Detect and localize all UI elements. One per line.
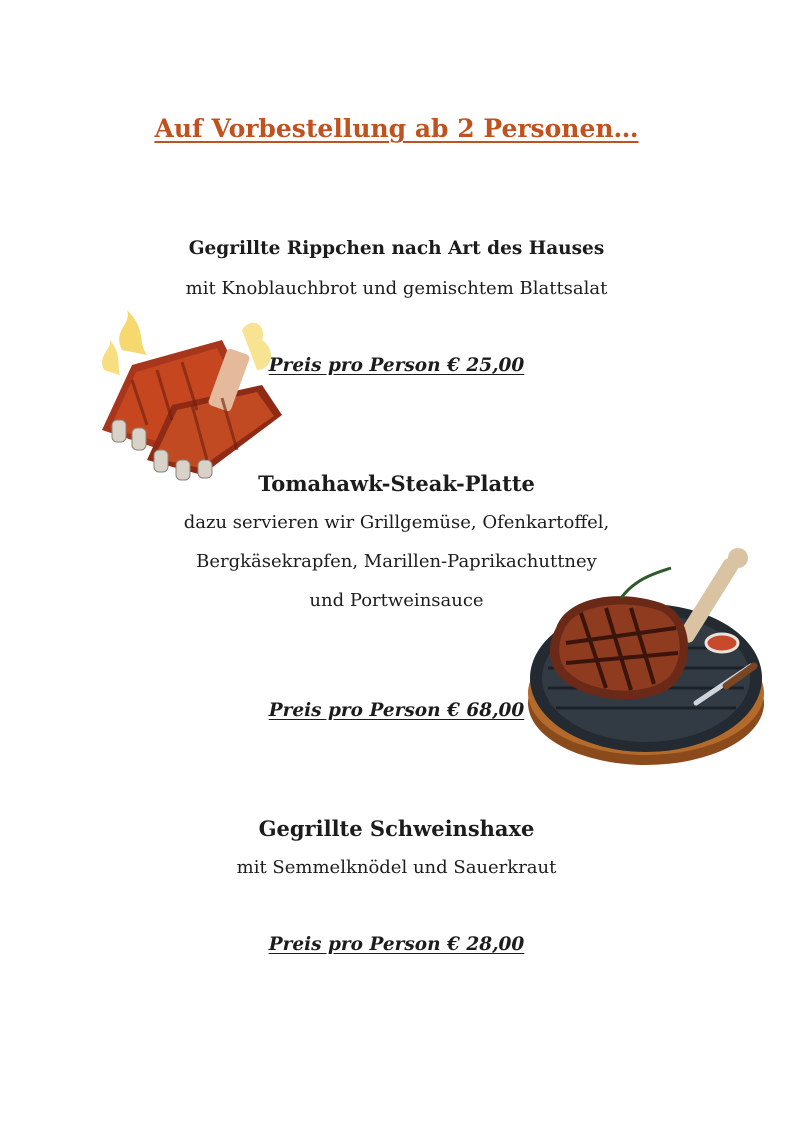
dish-description-schweinshaxe: mit Semmelknödel und Sauerkraut xyxy=(236,857,557,878)
ribs-illustration xyxy=(92,310,288,482)
dish-title-tomahawk: Tomahawk-Steak-Platte xyxy=(258,471,535,496)
dish-description-ribs: mit Knoblauchbrot und gemischtem Blattsalat xyxy=(185,278,608,299)
dish-title-ribs: Gegrillte Rippchen nach Art des Hauses xyxy=(188,238,605,259)
price-schweinshaxe: Preis pro Person € 28,00 xyxy=(268,934,525,955)
dish-description-line-1: dazu servieren wir Grillgemüse, Ofenkartoffel, xyxy=(183,512,610,533)
dish-description-line-3: und Portweinsauce xyxy=(309,590,484,611)
page-heading: Auf Vorbestellung ab 2 Personen… xyxy=(154,114,639,143)
tomahawk-steak-illustration xyxy=(526,538,772,772)
price-ribs: Preis pro Person € 25,00 xyxy=(268,355,525,376)
price-tomahawk: Preis pro Person € 68,00 xyxy=(268,700,525,721)
dish-title-schweinshaxe: Gegrillte Schweinshaxe xyxy=(258,816,535,841)
dish-description-line-2: Bergkäsekrapfen, Marillen-Paprikachuttney xyxy=(196,551,597,572)
